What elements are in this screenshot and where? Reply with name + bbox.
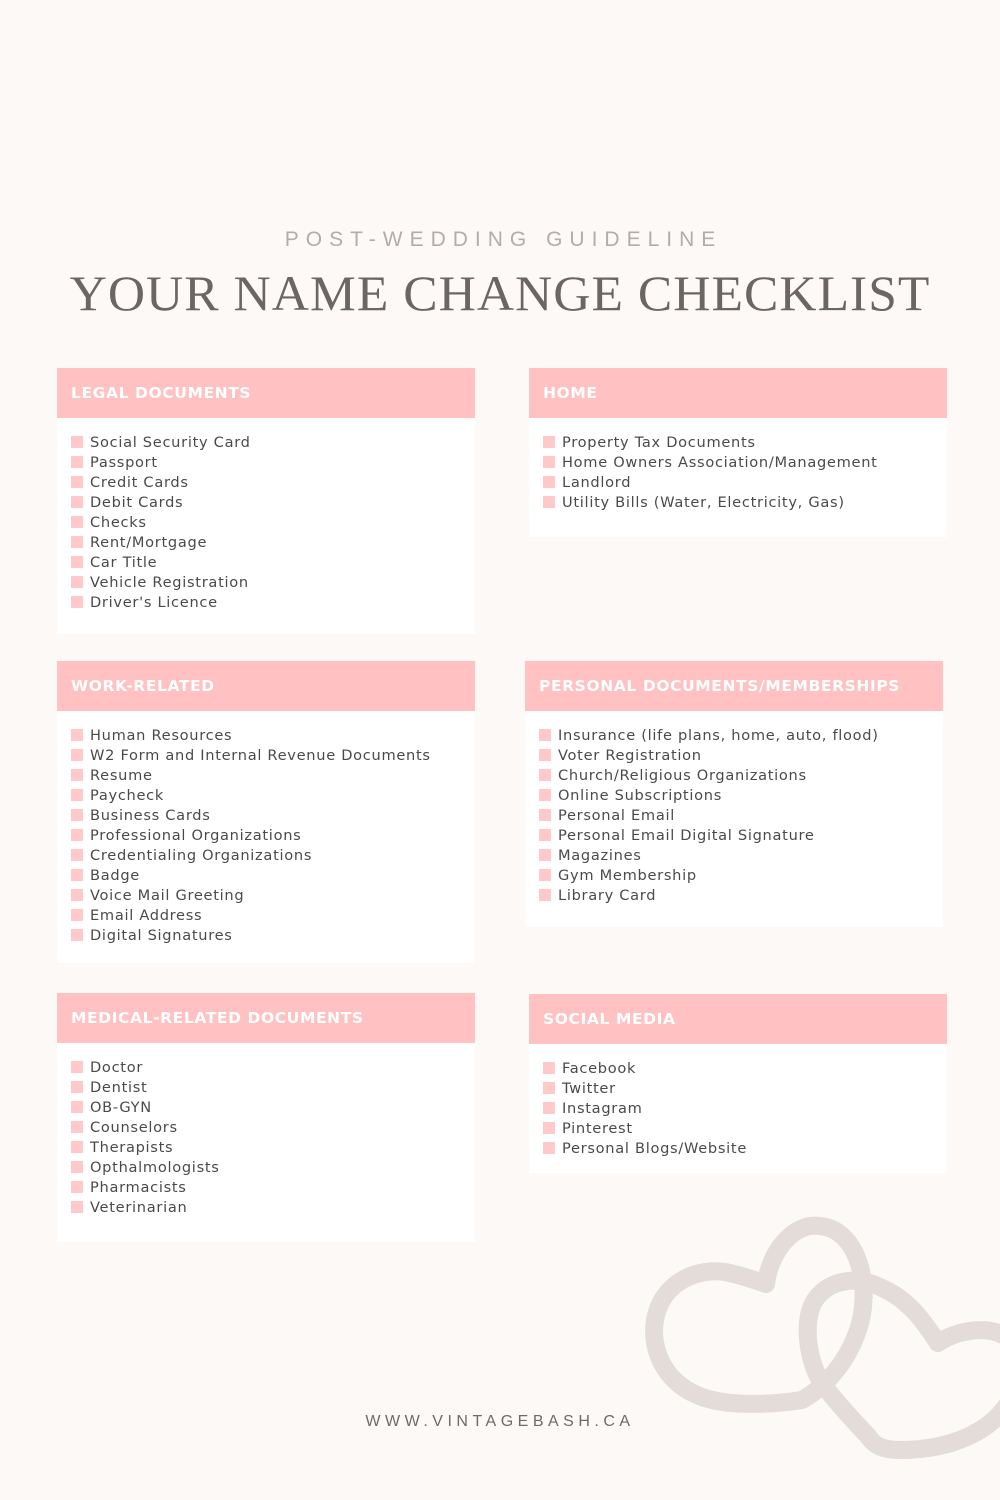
checklist-item-label: Email Address bbox=[90, 906, 203, 924]
checkbox-icon[interactable] bbox=[543, 456, 555, 468]
checklist-item[interactable] bbox=[543, 1078, 947, 1098]
checkbox-icon[interactable] bbox=[71, 456, 83, 468]
checklist-item[interactable] bbox=[71, 825, 475, 845]
checklist-item[interactable] bbox=[71, 845, 475, 865]
checklist-item-label: Badge bbox=[90, 866, 140, 884]
checklist-item-label: Online Subscriptions bbox=[558, 786, 722, 804]
section-header bbox=[57, 368, 475, 418]
checklist-item[interactable] bbox=[539, 765, 943, 785]
checklist-item-label: Facebook bbox=[562, 1059, 637, 1077]
checkbox-icon[interactable] bbox=[539, 849, 551, 861]
checklist-item-label: Passport bbox=[90, 453, 158, 471]
checklist-item[interactable] bbox=[543, 1058, 947, 1078]
section-work-related bbox=[57, 661, 475, 963]
checklist-item[interactable] bbox=[71, 452, 475, 472]
checklist-item[interactable] bbox=[539, 745, 943, 765]
checklist-item-label: Personal Blogs/Website bbox=[562, 1139, 748, 1157]
section-medical-documents bbox=[57, 993, 475, 1242]
checklist-item-label: Veterinarian bbox=[90, 1198, 188, 1216]
checkbox-icon[interactable] bbox=[539, 829, 551, 841]
checklist-item-label: Church/Religious Organizations bbox=[558, 766, 807, 784]
checklist-item-label: Doctor bbox=[90, 1058, 144, 1076]
checkbox-icon[interactable] bbox=[71, 1101, 83, 1113]
checklist-item-label: Social Security Card bbox=[90, 433, 251, 451]
checklist-item-label: Checks bbox=[90, 513, 147, 531]
checkbox-icon[interactable] bbox=[71, 909, 83, 921]
checklist-item-label: Property Tax Documents bbox=[562, 433, 756, 451]
checkbox-icon[interactable] bbox=[71, 476, 83, 488]
checklist-item[interactable] bbox=[543, 432, 947, 452]
checklist-item-label: OB-GYN bbox=[90, 1098, 152, 1116]
checklist bbox=[57, 711, 475, 945]
checklist-item[interactable] bbox=[71, 905, 475, 925]
section-header bbox=[57, 993, 475, 1043]
checklist-item[interactable] bbox=[539, 825, 943, 845]
checklist-item[interactable] bbox=[543, 492, 947, 512]
checkbox-icon[interactable] bbox=[539, 889, 551, 901]
checklist-item-label: Library Card bbox=[558, 886, 657, 904]
checklist-item[interactable] bbox=[71, 1177, 475, 1197]
checklist bbox=[529, 418, 947, 512]
checkbox-icon[interactable] bbox=[543, 496, 555, 508]
checklist-item-label: Therapists bbox=[90, 1138, 174, 1156]
checklist-item[interactable] bbox=[71, 865, 475, 885]
checklist-item[interactable] bbox=[71, 1097, 475, 1117]
section-header bbox=[529, 994, 947, 1044]
checklist-item[interactable] bbox=[71, 552, 475, 572]
checklist-item-label: W2 Form and Internal Revenue Documents bbox=[90, 746, 431, 764]
checkbox-icon[interactable] bbox=[71, 889, 83, 901]
checklist-item-label: Home Owners Association/Management bbox=[562, 453, 878, 471]
section-header bbox=[57, 661, 475, 711]
checkbox-icon[interactable] bbox=[71, 1081, 83, 1093]
checkbox-icon[interactable] bbox=[71, 809, 83, 821]
checklist-item[interactable] bbox=[71, 1197, 475, 1217]
checklist-item-label: Instagram bbox=[562, 1099, 643, 1117]
checklist-item[interactable] bbox=[71, 1117, 475, 1137]
checklist-item[interactable] bbox=[71, 472, 475, 492]
checkbox-icon[interactable] bbox=[71, 596, 83, 608]
checkbox-icon[interactable] bbox=[71, 869, 83, 881]
checklist bbox=[57, 418, 475, 612]
checklist-item-label: Twitter bbox=[562, 1079, 616, 1097]
checklist-item-label: Business Cards bbox=[90, 806, 211, 824]
checkbox-icon[interactable] bbox=[71, 536, 83, 548]
checkbox-icon[interactable] bbox=[71, 1121, 83, 1133]
section-title: LEGAL DOCUMENTS bbox=[71, 384, 252, 402]
checklist-item[interactable] bbox=[539, 885, 943, 905]
checkbox-icon[interactable] bbox=[71, 496, 83, 508]
checklist-item-label: Human Resources bbox=[90, 726, 233, 744]
checklist-item[interactable] bbox=[71, 512, 475, 532]
checkbox-icon[interactable] bbox=[71, 1141, 83, 1153]
checkbox-icon[interactable] bbox=[71, 1201, 83, 1213]
section-social-media bbox=[529, 994, 947, 1173]
checklist-item[interactable] bbox=[71, 1157, 475, 1177]
checklist-item[interactable] bbox=[539, 865, 943, 885]
checklist-item-label: Debit Cards bbox=[90, 493, 184, 511]
checkbox-icon[interactable] bbox=[71, 749, 83, 761]
checklist-item[interactable] bbox=[539, 785, 943, 805]
checklist-item-label: Landlord bbox=[562, 473, 632, 491]
checkbox-icon[interactable] bbox=[543, 1142, 555, 1154]
checklist-item[interactable] bbox=[71, 725, 475, 745]
checklist-item-label: Car Title bbox=[90, 553, 158, 571]
checkbox-icon[interactable] bbox=[71, 1061, 83, 1073]
checkbox-icon[interactable] bbox=[71, 729, 83, 741]
checklist-item-label: Insurance (life plans, home, auto, flood) bbox=[558, 726, 879, 744]
checklist-item-label: Pinterest bbox=[562, 1119, 633, 1137]
checklist-item-label: Personal Email bbox=[558, 806, 675, 824]
checklist-item-label: Counselors bbox=[90, 1118, 178, 1136]
checkbox-icon[interactable] bbox=[539, 809, 551, 821]
checklist-item[interactable] bbox=[71, 765, 475, 785]
checklist-item[interactable] bbox=[71, 785, 475, 805]
checkbox-icon[interactable] bbox=[71, 516, 83, 528]
checklist-item-label: Personal Email Digital Signature bbox=[558, 826, 815, 844]
checklist bbox=[525, 711, 943, 905]
page-subtitle: POST-WEDDING GUIDELINE bbox=[284, 228, 723, 251]
checklist-item[interactable] bbox=[71, 1077, 475, 1097]
section-personal-memberships bbox=[525, 661, 943, 927]
checklist-item[interactable] bbox=[71, 572, 475, 592]
checkbox-icon[interactable] bbox=[71, 1161, 83, 1173]
checklist-item-label: Credentialing Organizations bbox=[90, 846, 313, 864]
checkbox-icon[interactable] bbox=[71, 1181, 83, 1193]
checklist-item-label: Voter Registration bbox=[558, 746, 702, 764]
checklist bbox=[529, 1044, 947, 1158]
section-title: MEDICAL-RELATED DOCUMENTS bbox=[71, 1009, 364, 1027]
checkbox-icon[interactable] bbox=[543, 1062, 555, 1074]
section-title: HOME bbox=[543, 384, 598, 402]
website-link[interactable]: WWW.VINTAGEBASH.CA bbox=[365, 1413, 635, 1430]
checkbox-icon[interactable] bbox=[539, 869, 551, 881]
checklist-item[interactable] bbox=[71, 592, 475, 612]
page-title: YOUR NAME CHANGE CHECKLIST bbox=[69, 265, 931, 321]
section-header bbox=[529, 368, 947, 418]
section-home bbox=[529, 368, 947, 537]
checklist-item[interactable] bbox=[543, 452, 947, 472]
checkbox-icon[interactable] bbox=[71, 789, 83, 801]
section-title: WORK-RELATED bbox=[71, 677, 215, 695]
section-legal-documents bbox=[57, 368, 475, 634]
checklist-item-label: Gym Membership bbox=[558, 866, 697, 884]
checklist-item-label: Voice Mail Greeting bbox=[90, 886, 245, 904]
checklist-item[interactable] bbox=[71, 532, 475, 552]
checkbox-icon[interactable] bbox=[543, 1082, 555, 1094]
checkbox-icon[interactable] bbox=[71, 929, 83, 941]
checklist-item-label: Digital Signatures bbox=[90, 926, 233, 944]
checkbox-icon[interactable] bbox=[71, 556, 83, 568]
checklist-item[interactable] bbox=[539, 725, 943, 745]
section-header bbox=[525, 661, 943, 711]
checkbox-icon[interactable] bbox=[543, 436, 555, 448]
checkbox-icon[interactable] bbox=[71, 436, 83, 448]
checkbox-icon[interactable] bbox=[539, 789, 551, 801]
checklist-item-label: Opthalmologists bbox=[90, 1158, 220, 1176]
checkbox-icon[interactable] bbox=[539, 749, 551, 761]
checklist-item-label: Resume bbox=[90, 766, 153, 784]
checklist-item-label: Magazines bbox=[558, 846, 642, 864]
checklist-item[interactable] bbox=[71, 1057, 475, 1077]
checklist-item[interactable] bbox=[543, 1138, 947, 1158]
checklist-item[interactable] bbox=[539, 805, 943, 825]
checkbox-icon[interactable] bbox=[71, 849, 83, 861]
checklist-item-label: Credit Cards bbox=[90, 473, 189, 491]
section-title: SOCIAL MEDIA bbox=[543, 1010, 676, 1028]
checklist-item-label: Utility Bills (Water, Electricity, Gas) bbox=[562, 493, 845, 511]
checklist-item[interactable] bbox=[543, 1098, 947, 1118]
checklist-item[interactable] bbox=[71, 432, 475, 452]
checklist-item[interactable] bbox=[543, 472, 947, 492]
checklist-item-label: Vehicle Registration bbox=[90, 573, 249, 591]
section-title: PERSONAL DOCUMENTS/MEMBERSHIPS bbox=[539, 677, 901, 695]
checkbox-icon[interactable] bbox=[543, 476, 555, 488]
checklist-item[interactable] bbox=[71, 1137, 475, 1157]
checklist-item[interactable] bbox=[71, 925, 475, 945]
checkbox-icon[interactable] bbox=[71, 769, 83, 781]
checklist-item[interactable] bbox=[71, 805, 475, 825]
checklist-item[interactable] bbox=[71, 745, 475, 765]
checklist-item[interactable] bbox=[543, 1118, 947, 1138]
checklist-item[interactable] bbox=[71, 492, 475, 512]
checklist-item-label: Dentist bbox=[90, 1078, 148, 1096]
checklist-item-label: Driver's Licence bbox=[90, 593, 218, 611]
interlocking-hearts-icon bbox=[620, 1200, 1000, 1500]
checkbox-icon[interactable] bbox=[543, 1122, 555, 1134]
checkbox-icon[interactable] bbox=[71, 829, 83, 841]
checklist-item-label: Professional Organizations bbox=[90, 826, 302, 844]
checklist-item[interactable] bbox=[539, 845, 943, 865]
checklist-item-label: Rent/Mortgage bbox=[90, 533, 208, 551]
checkbox-icon[interactable] bbox=[539, 769, 551, 781]
checklist bbox=[57, 1043, 475, 1217]
checklist-item-label: Paycheck bbox=[90, 786, 165, 804]
checklist-item-label: Pharmacists bbox=[90, 1178, 187, 1196]
checkbox-icon[interactable] bbox=[539, 729, 551, 741]
checkbox-icon[interactable] bbox=[71, 576, 83, 588]
checklist-item[interactable] bbox=[71, 885, 475, 905]
checkbox-icon[interactable] bbox=[543, 1102, 555, 1114]
